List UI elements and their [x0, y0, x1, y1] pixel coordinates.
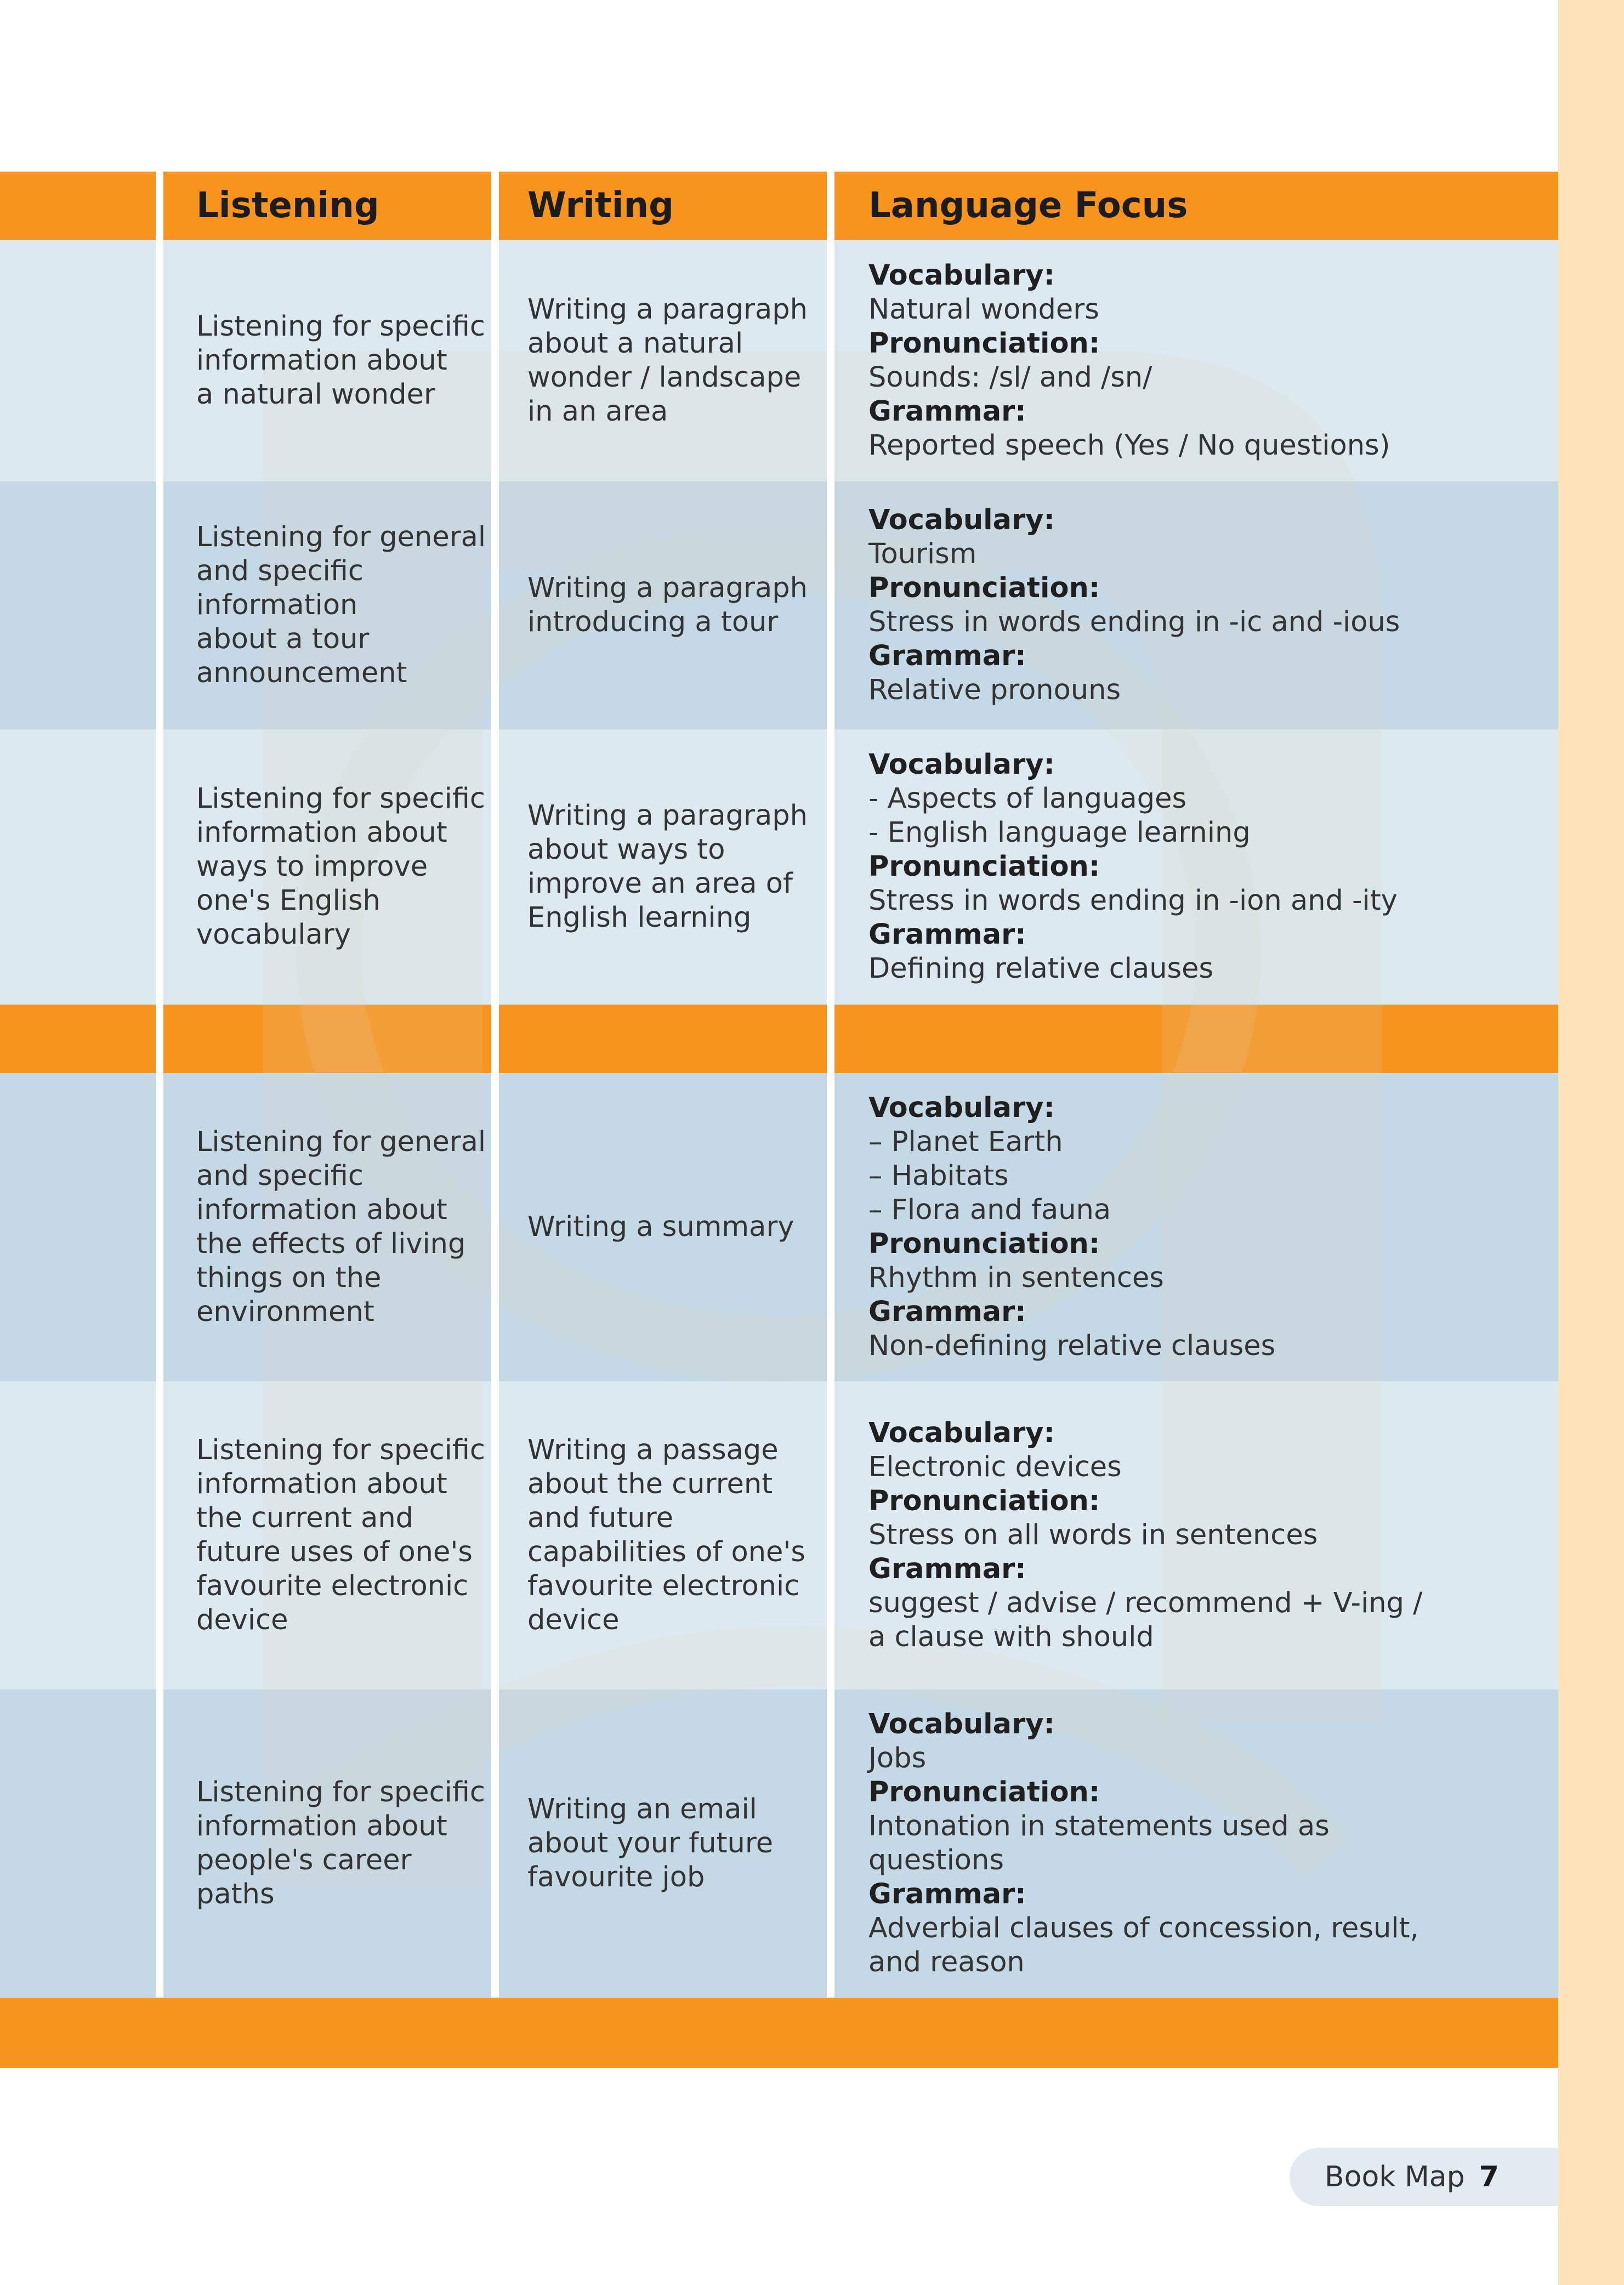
pronunciation-label: Pronunciation: — [868, 1228, 1100, 1260]
listening-text: Listening for general and specific information about the effects of living things on the environment — [196, 1126, 486, 1328]
writing-text: Writing a paragraph about ways to improve an area of English learning — [527, 800, 808, 934]
writing-text: Writing a passage about the current and future capabilities of one's favourite electronic device — [527, 1434, 805, 1636]
vocabulary-label: Vocabulary: — [868, 259, 1055, 292]
listening-cell — [196, 240, 492, 481]
grammar-label: Grammar: — [868, 395, 1026, 428]
grammar-text: Relative pronouns — [868, 674, 1121, 706]
vocabulary-label: Vocabulary: — [868, 504, 1055, 536]
listening-text: Listening for general and specific information about a tour announcement — [196, 521, 486, 689]
vocabulary-text: Jobs — [868, 1742, 927, 1774]
pronunciation-text: Stress on all words in sentences — [868, 1519, 1318, 1551]
grammar-text: Non-defining relative clauses — [868, 1330, 1276, 1362]
listening-text: Listening for specific information about people's career paths — [196, 1776, 485, 1910]
vocabulary-label: Vocabulary: — [868, 1708, 1055, 1740]
grammar-label: Grammar: — [868, 1296, 1026, 1328]
page-number: 7 — [1479, 2161, 1499, 2193]
column-separator — [156, 172, 163, 1998]
grammar-text: Defining relative clauses — [868, 952, 1214, 985]
vocabulary-label: Vocabulary: — [868, 749, 1055, 781]
listening-cell — [196, 1381, 492, 1689]
writing-cell — [527, 240, 834, 481]
column-separator — [491, 172, 499, 1998]
grammar-label: Grammar: — [868, 640, 1026, 672]
pronunciation-label: Pronunciation: — [868, 851, 1100, 883]
listening-cell — [196, 1689, 492, 1998]
writing-text: Writing a paragraph about a natural wonder / landscape in an area — [527, 293, 808, 428]
pronunciation-label: Pronunciation: — [868, 327, 1100, 360]
language-focus-cell — [868, 1689, 1543, 1998]
page-edge-strip — [1558, 0, 1624, 2285]
vocabulary-text: Tourism — [868, 538, 977, 570]
header-writing: Writing — [527, 185, 674, 226]
writing-cell — [527, 1381, 834, 1689]
vocabulary-text: - Aspects of languages - English language learning — [868, 783, 1251, 849]
page-number-tab — [1290, 2148, 1558, 2206]
header-listening: Listening — [196, 185, 379, 226]
language-focus-cell — [868, 1073, 1543, 1381]
pronunciation-label: Pronunciation: — [868, 572, 1100, 604]
pronunciation-text: Stress in words ending in -ic and -ious — [868, 606, 1400, 638]
pronunciation-text: Intonation in statements used as questions — [868, 1810, 1330, 1876]
listening-cell — [196, 729, 492, 1005]
grammar-text: Reported speech (Yes / No questions) — [868, 429, 1390, 462]
pronunciation-text: Stress in words ending in -ion and -ity — [868, 884, 1398, 917]
vocabulary-text: Electronic devices — [868, 1451, 1122, 1483]
section-divider-band — [0, 1005, 1558, 1073]
vocabulary-text: Natural wonders — [868, 293, 1099, 326]
language-focus-cell — [868, 481, 1543, 729]
header-language-focus: Language Focus — [868, 185, 1188, 226]
writing-cell — [527, 1073, 834, 1381]
listening-text: Listening for specific information about a natural wonder — [196, 310, 485, 411]
pronunciation-label: Pronunciation: — [868, 1485, 1100, 1517]
writing-text: Writing a paragraph introducing a tour — [527, 572, 808, 638]
writing-cell — [527, 1689, 834, 1998]
pronunciation-label: Pronunciation: — [868, 1776, 1100, 1808]
listening-text: Listening for specific information about ways to improve one's English vocabulary — [196, 783, 485, 951]
grammar-text: Adverbial clauses of concession, result, and reason — [868, 1912, 1419, 1978]
listening-cell — [196, 1073, 492, 1381]
vocabulary-label: Vocabulary: — [868, 1417, 1055, 1449]
footer-label: Book Map — [1325, 2161, 1465, 2193]
listening-cell — [196, 481, 492, 729]
language-focus-cell — [868, 1381, 1543, 1689]
grammar-label: Grammar: — [868, 1553, 1026, 1585]
listening-text: Listening for specific information about the current and future uses of one's favourite electronic device — [196, 1434, 485, 1636]
writing-cell — [527, 481, 834, 729]
writing-text: Writing an email about your future favourite job — [527, 1793, 774, 1893]
pronunciation-text: Sounds: /sl/ and /sn/ — [868, 361, 1152, 394]
footer-band — [0, 1998, 1558, 2068]
vocabulary-label: Vocabulary: — [868, 1092, 1055, 1124]
grammar-label: Grammar: — [868, 1878, 1026, 1910]
vocabulary-text: – Planet Earth – Habitats – Flora and fauna — [868, 1126, 1111, 1226]
grammar-text: suggest / advise / recommend + V-ing / a clause with should — [868, 1587, 1423, 1653]
writing-cell — [527, 729, 834, 1005]
pronunciation-text: Rhythm in sentences — [868, 1262, 1164, 1294]
language-focus-cell — [868, 240, 1543, 481]
grammar-label: Grammar: — [868, 918, 1026, 951]
writing-text: Writing a summary — [527, 1211, 794, 1243]
language-focus-cell — [868, 729, 1543, 1005]
